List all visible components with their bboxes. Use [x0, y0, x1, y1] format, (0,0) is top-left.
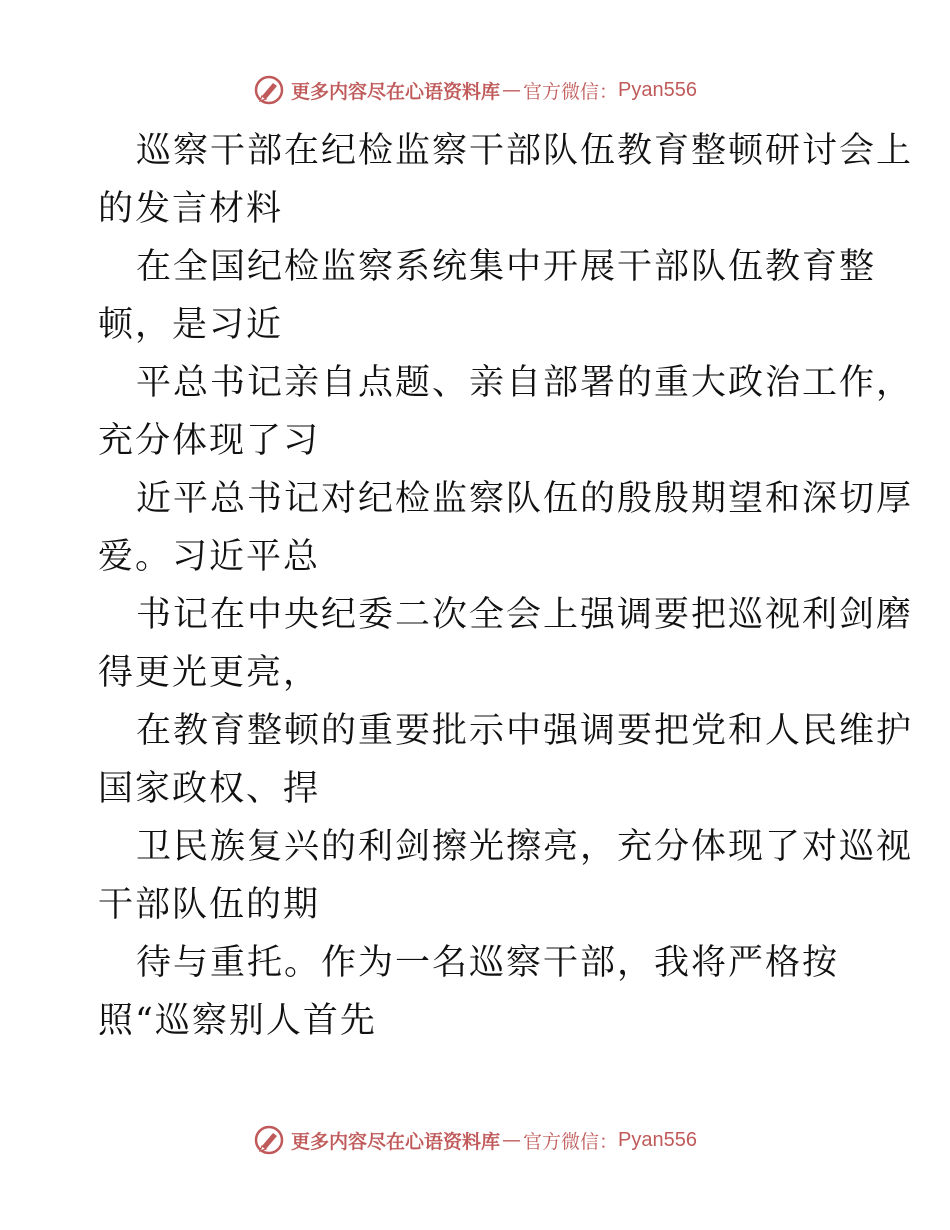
doc-line: 得更光更亮， [98, 653, 321, 693]
header-wechat-id: Pyan556 [618, 78, 697, 101]
footer-banner [0, 1120, 950, 1160]
doc-line: 照“巡察别人首先 [98, 1001, 377, 1041]
footer-wechat-label: 官方微信： [523, 1130, 619, 1153]
pen-logo-icon [253, 74, 285, 106]
doc-line: 书记在中央纪委二次全会上强调要把巡视利剑磨 [136, 595, 914, 635]
doc-line: 的发言材料 [98, 189, 284, 229]
doc-line: 卫民族复兴的利剑擦光擦亮，充分体现了对巡视 [136, 827, 914, 867]
doc-line: 平总书记亲自点题、亲自部署的重大政治工作， [136, 363, 914, 403]
doc-line: 近平总书记对纪检监察队伍的殷殷期望和深切厚 [136, 479, 914, 519]
doc-line: 顿，是习近 [98, 305, 284, 345]
doc-line: 巡察干部在纪检监察干部队伍教育整顿研讨会上 [136, 131, 914, 171]
header-separator: — [502, 79, 522, 101]
doc-line: 充分体现了习 [98, 421, 321, 461]
footer-promo-text: 更多内容尽在心语资料库 [291, 1130, 501, 1153]
doc-line: 在教育整顿的重要批示中强调要把党和人民维护 [136, 711, 914, 751]
footer-separator: — [502, 1129, 522, 1151]
doc-line: 在全国纪检监察系统集中开展干部队伍教育整 [136, 247, 877, 287]
footer-wechat-id: Pyan556 [618, 1128, 697, 1151]
doc-line: 爱。习近平总 [98, 537, 321, 577]
pen-logo-icon [253, 1124, 285, 1156]
header-banner [0, 70, 950, 110]
header-promo-text: 更多内容尽在心语资料库 [291, 80, 501, 103]
document-body [98, 122, 914, 1050]
header-wechat-label: 官方微信： [523, 80, 619, 103]
doc-line: 干部队伍的期 [98, 885, 321, 925]
doc-line: 待与重托。作为一名巡察干部，我将严格按 [136, 943, 840, 983]
doc-line: 国家政权、捍 [98, 769, 321, 809]
